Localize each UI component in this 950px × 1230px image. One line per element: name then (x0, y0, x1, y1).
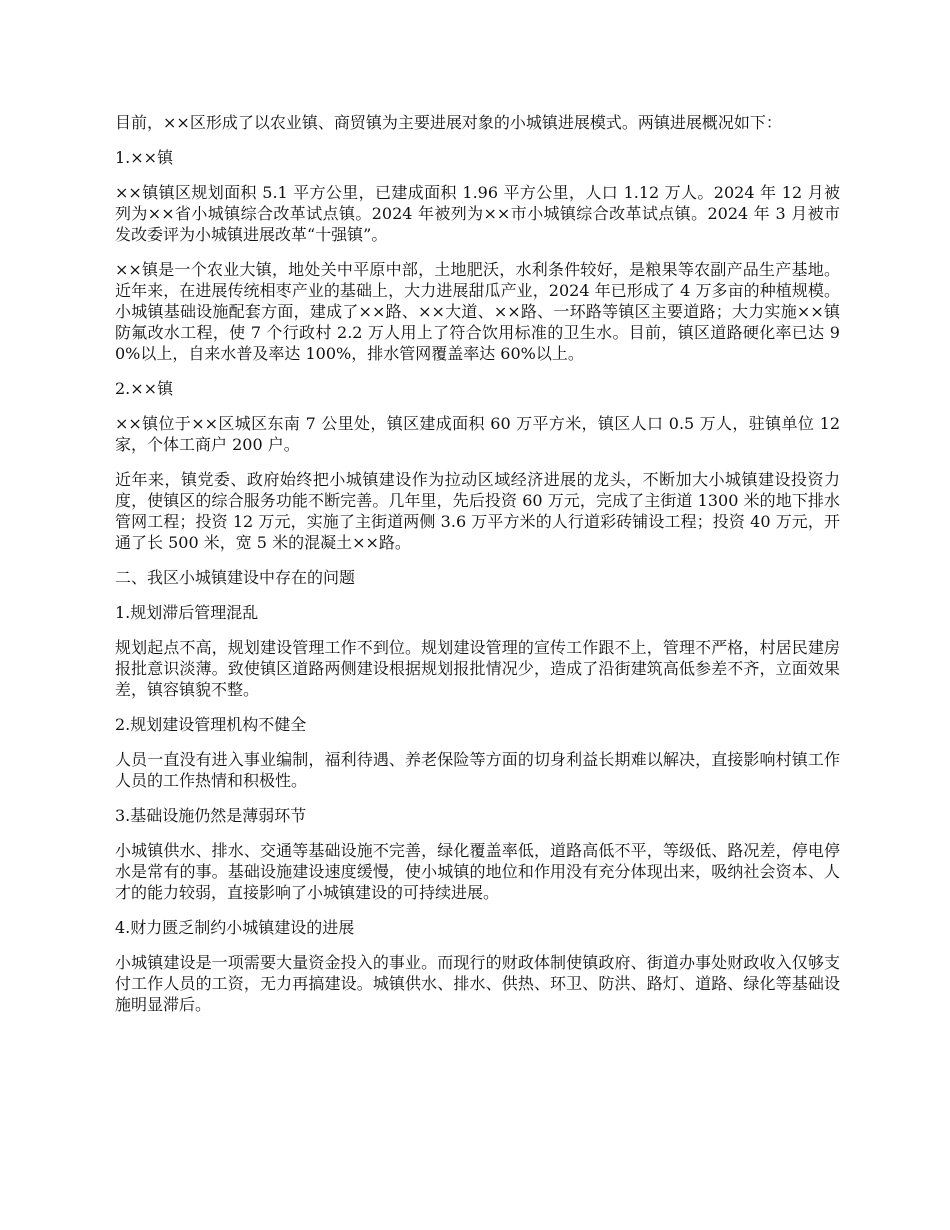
problem-heading-4: 4.财力匮乏制约小城镇建设的进展 (115, 918, 355, 937)
town-1-overview-paragraph: ××镇镇区规划面积 5.1 平方公里，已建成面积 1.96 平方公里，人口 1.12 万人。2024 年 12 月被列为××省小城镇综合改革试点镇。2024 年被列为××市小城镇综合改革试点镇。2024 年 3 月被市发改委评为小城镇进展改革“十强镇”。 (115, 183, 840, 244)
problem-4-paragraph: 小城镇建设是一项需要大量资金投入的事业。而现行的财政体制使镇政府、街道办事处财政收入仅够支付工作人员的工资，无力再搞建设。城镇供水、排水、供热、环卫、防洪、路灯、道路、绿化等基础设施明显滞后。 (115, 953, 840, 1014)
section-heading-town-2: 2.××镇 (115, 379, 174, 398)
town-2-overview-paragraph: ××镇位于××区城区东南 7 公里处，镇区建成面积 60 万平方米，镇区人口 0.5 万人，驻镇单位 12 家，个体工商户 200 户。 (115, 414, 840, 454)
problem-3-paragraph: 小城镇供水、排水、交通等基础设施不完善，绿化覆盖率低，道路高低不平，等级低、路况差，停电停水是常有的事。基础设施建设速度缓慢，使小城镇的地位和作用没有充分体现出来，吸纳社会资本、人才的能力较弱，直接影响了小城镇建设的可持续进展。 (115, 841, 840, 902)
town-1-detail-paragraph: ××镇是一个农业大镇，地处关中平原中部，土地肥沃，水利条件较好，是粮果等农副产品生产基地。近年来，在进展传统相枣产业的基础上，大力进展甜瓜产业，2024 年已形成了 4 万多亩的种植规模。小城镇基础设施配套方面，建成了××路、××大道、××路、一环路等镇区主要道路；大力实施××镇防氟改水工程，使 7 个行政村 2.2 万人用上了符合饮用标准的卫生水。目前，镇区道路硬化率已达 90%以上，自来水普及率达 100%，排水管网覆盖率达 60%以上。 (115, 260, 840, 363)
problem-2-paragraph: 人员一直没有进入事业编制，福利待遇、养老保险等方面的切身利益长期难以解决，直接影响村镇工作人员的工作热情和积极性。 (115, 750, 840, 790)
section-heading-problems: 二、我区小城镇建设中存在的问题 (115, 568, 356, 587)
intro-paragraph: 目前，××区形成了以农业镇、商贸镇为主要进展对象的小城镇进展模式。两镇进展概况如下： (115, 113, 782, 132)
problem-1-paragraph: 规划起点不高，规划建设管理工作不到位。规划建设管理的宣传工作跟不上，管理不严格，村居民建房报批意识淡薄。致使镇区道路两侧建设根据规划报批情况少，造成了沿街建筑高低参差不齐，立面效果差，镇容镇貌不整。 (115, 638, 840, 699)
document-body (115, 112, 840, 1029)
town-2-detail-paragraph: 近年来，镇党委、政府始终把小城镇建设作为拉动区域经济进展的龙头，不断加大小城镇建设投资力度，使镇区的综合服务功能不断完善。几年里，先后投资 60 万元，完成了主街道 1300 米的地下排水管网工程；投资 12 万元，实施了主街道两侧 3.6 万平方米的人行道彩砖铺设工程；投资 40 万元，开通了长 500 米，宽 5 米的混凝土××路。 (115, 470, 840, 552)
problem-heading-1: 1.规划滞后管理混乱 (115, 603, 259, 622)
section-heading-town-1: 1.××镇 (115, 148, 174, 167)
problem-heading-2: 2.规划建设管理机构不健全 (115, 715, 307, 734)
problem-heading-3: 3.基础设施仍然是薄弱环节 (115, 806, 307, 825)
